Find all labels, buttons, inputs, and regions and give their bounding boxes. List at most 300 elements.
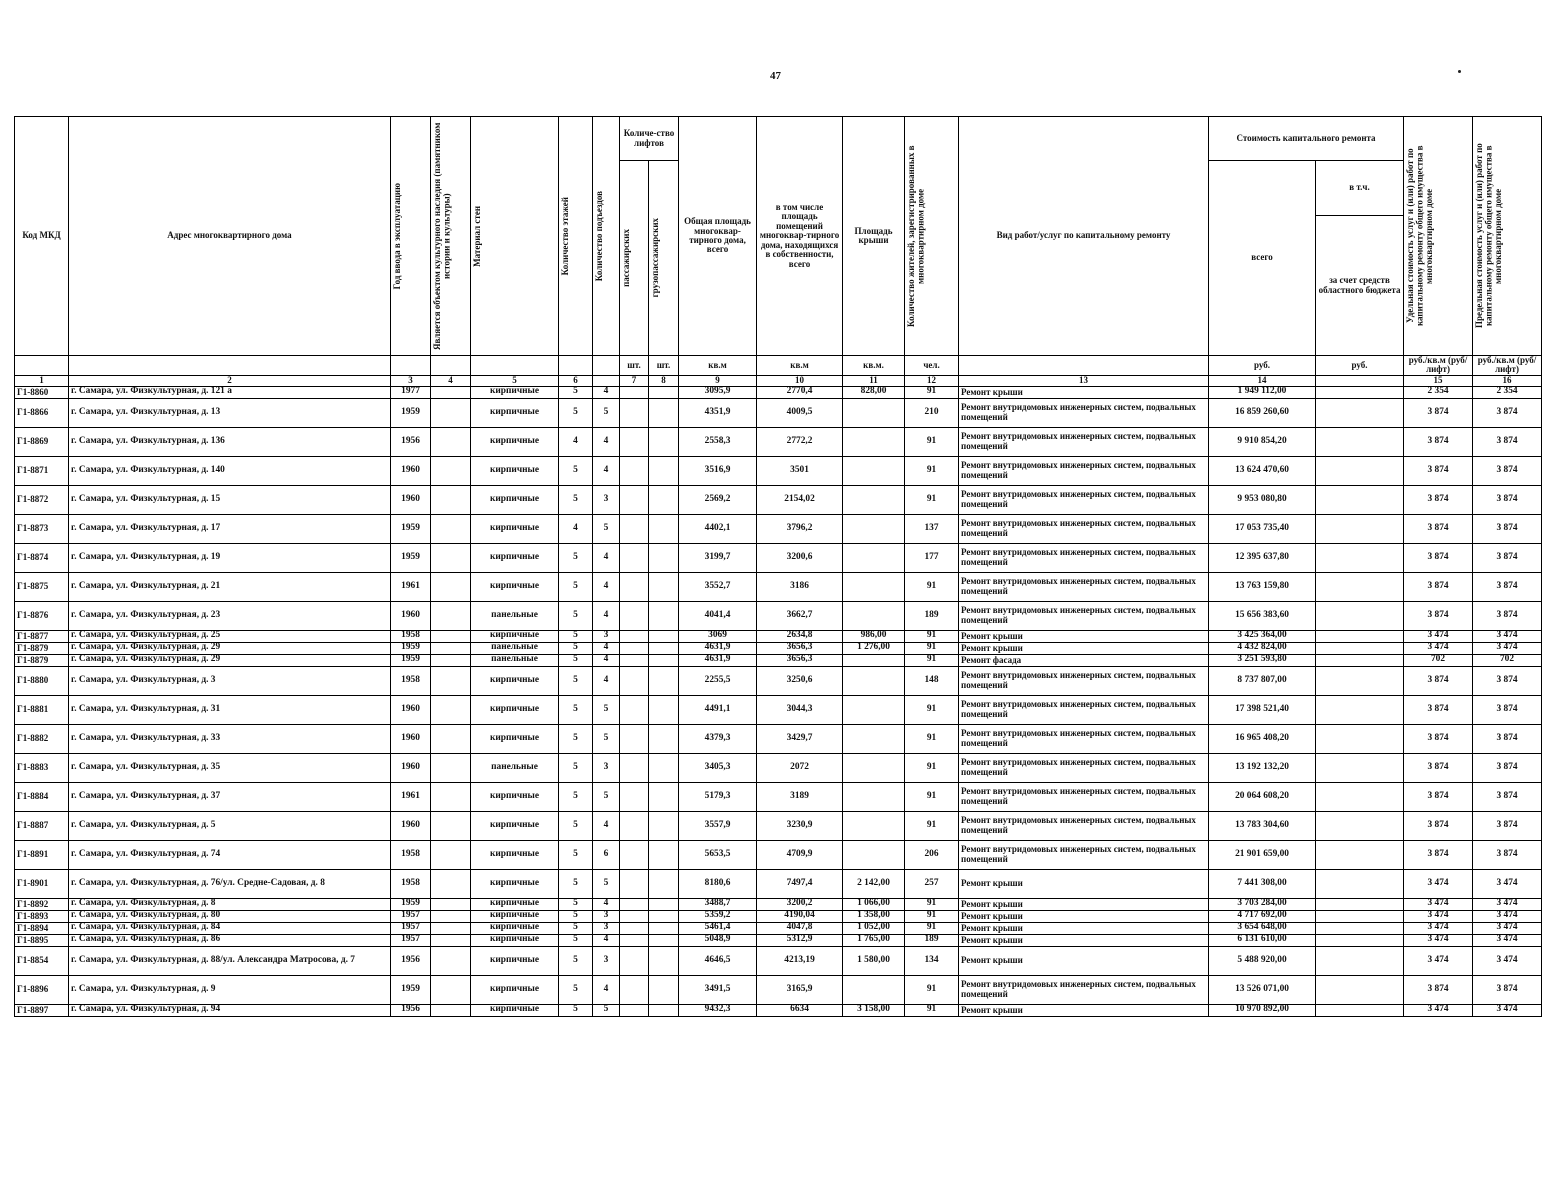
cell-entrances: 4 [593,666,620,695]
cell-lifts-cargo [649,386,679,398]
cell-max-cost: 3 474 [1473,910,1542,922]
cell-mkd-code: Г1-8876 [15,601,69,630]
cell-year: 1959 [391,543,431,572]
cell-lifts-cargo [649,724,679,753]
cell-residents: 91 [905,782,959,811]
cell-residents: 210 [905,398,959,427]
cell-mkd-code: Г1-8874 [15,543,69,572]
cell-roof-area [843,975,905,1004]
cell-roof-area [843,753,905,782]
cell-cost-regional [1316,898,1404,910]
table-row [15,543,1542,572]
cell-floors: 5 [559,485,593,514]
cell-address: г. Самара, ул. Физкультурная, д. 33 [69,724,391,753]
cell-total-area: 2569,2 [679,485,757,514]
cell-entrances: 5 [593,1004,620,1016]
cell-entrances: 4 [593,456,620,485]
cell-owned-area: 3796,2 [757,514,843,543]
cell-wall-material: кирпичные [471,485,559,514]
cell-cost-regional [1316,514,1404,543]
cell-cost-regional [1316,543,1404,572]
cell-wall-material: кирпичные [471,398,559,427]
table-row [15,922,1542,934]
cell-floors: 5 [559,398,593,427]
cell-lifts-cargo [649,666,679,695]
cell-address: г. Самара, ул. Физкультурная, д. 5 [69,811,391,840]
cell-roof-area: 3 158,00 [843,1004,905,1016]
table-row [15,946,1542,975]
cell-work-type: Ремонт внутридомовых инженерных систем, подвальных помещений [959,695,1209,724]
column-number: 13 [959,375,1209,386]
unit-kvm-2: кв.м [757,356,843,376]
cell-residents: 91 [905,642,959,654]
cell-wall-material: кирпичные [471,782,559,811]
cell-cost-total: 7 441 308,00 [1209,869,1316,898]
cell-total-area: 3552,7 [679,572,757,601]
header-total-area: Общая площадь многоквар-тирного дома, всего [679,117,757,356]
cell-work-type: Ремонт крыши [959,386,1209,398]
cell-cost-total: 16 859 260,60 [1209,398,1316,427]
cell-max-cost: 3 874 [1473,695,1542,724]
cell-mkd-code: Г1-8894 [15,922,69,934]
cell-address: г. Самара, ул. Физкультурная, д. 25 [69,630,391,642]
table-row [15,898,1542,910]
column-number: 12 [905,375,959,386]
cell-floors: 5 [559,975,593,1004]
cell-year: 1958 [391,840,431,869]
cell-max-cost: 3 874 [1473,514,1542,543]
column-number: 2 [69,375,391,386]
cell-wall-material: кирпичные [471,695,559,724]
cell-cost-regional [1316,398,1404,427]
cell-max-cost: 3 874 [1473,782,1542,811]
cell-mkd-code: Г1-8882 [15,724,69,753]
column-number: 4 [431,375,471,386]
cell-work-type: Ремонт внутридомовых инженерных систем, подвальных помещений [959,753,1209,782]
cell-unit-cost: 3 474 [1404,910,1473,922]
cell-heritage [431,840,471,869]
cell-address: г. Самара, ул. Физкультурная, д. 21 [69,572,391,601]
cell-lifts-passenger [620,840,649,869]
cell-year: 1959 [391,975,431,1004]
cell-lifts-cargo [649,840,679,869]
cell-owned-area: 3429,7 [757,724,843,753]
cell-cost-total: 5 488 920,00 [1209,946,1316,975]
cell-mkd-code: Г1-8872 [15,485,69,514]
cell-address: г. Самара, ул. Физкультурная, д. 23 [69,601,391,630]
cell-mkd-code: Г1-8892 [15,898,69,910]
cell-year: 1957 [391,910,431,922]
cell-lifts-passenger [620,398,649,427]
cell-year: 1960 [391,601,431,630]
cell-year: 1958 [391,630,431,642]
cell-floors: 5 [559,601,593,630]
cell-owned-area: 3200,6 [757,543,843,572]
cell-entrances: 5 [593,724,620,753]
cell-wall-material: кирпичные [471,666,559,695]
cell-max-cost: 3 874 [1473,811,1542,840]
cell-lifts-passenger [620,427,649,456]
cell-cost-total: 16 965 408,20 [1209,724,1316,753]
cell-cost-total: 1 949 112,00 [1209,386,1316,398]
cell-cost-regional [1316,601,1404,630]
cell-max-cost: 3 474 [1473,934,1542,946]
cell-residents: 91 [905,910,959,922]
cell-residents: 148 [905,666,959,695]
cell-year: 1977 [391,386,431,398]
cell-heritage [431,666,471,695]
cell-heritage [431,601,471,630]
cell-roof-area [843,654,905,666]
cell-entrances: 5 [593,782,620,811]
cell-cost-regional [1316,753,1404,782]
table-row [15,642,1542,654]
unit-rub-sqm-1: руб./кв.м (руб/лифт) [1404,356,1473,376]
cell-max-cost: 3 474 [1473,922,1542,934]
cell-roof-area [843,811,905,840]
column-number: 1 [15,375,69,386]
table-row [15,601,1542,630]
cell-max-cost: 3 874 [1473,543,1542,572]
cell-heritage [431,485,471,514]
column-number: 14 [1209,375,1316,386]
cell-entrances: 4 [593,427,620,456]
cell-mkd-code: Г1-8879 [15,642,69,654]
cell-total-area: 4491,1 [679,695,757,724]
cell-lifts-cargo [649,630,679,642]
cell-lifts-cargo [649,811,679,840]
cell-residents: 91 [905,724,959,753]
cell-lifts-passenger [620,1004,649,1016]
cell-entrances: 3 [593,630,620,642]
cell-roof-area [843,398,905,427]
cell-owned-area: 3200,2 [757,898,843,910]
cell-lifts-passenger [620,485,649,514]
cell-lifts-cargo [649,398,679,427]
header-roof-area: Площадь крыши [843,117,905,356]
header-owned-area: в том числе площадь помещений многоквар-тирного дома, находящихся в собственности, всего [757,117,843,356]
cell-heritage [431,898,471,910]
cell-address: г. Самара, ул. Физкультурная, д. 17 [69,514,391,543]
cell-lifts-cargo [649,946,679,975]
cell-total-area: 9432,3 [679,1004,757,1016]
cell-floors: 5 [559,811,593,840]
cell-max-cost: 3 474 [1473,898,1542,910]
cell-roof-area: 1 276,00 [843,642,905,654]
cell-lifts-passenger [620,456,649,485]
cell-work-type: Ремонт крыши [959,922,1209,934]
cell-floors: 5 [559,695,593,724]
cell-work-type: Ремонт внутридомовых инженерных систем, подвальных помещений [959,975,1209,1004]
cell-wall-material: кирпичные [471,975,559,1004]
table-row [15,782,1542,811]
cell-roof-area [843,695,905,724]
header-walls: Материал стен [472,205,482,267]
cell-owned-area: 7497,4 [757,869,843,898]
cell-lifts-cargo [649,543,679,572]
cell-wall-material: кирпичные [471,1004,559,1016]
cell-entrances: 6 [593,840,620,869]
cell-entrances: 4 [593,934,620,946]
cell-work-type: Ремонт крыши [959,630,1209,642]
table-row [15,724,1542,753]
cell-total-area: 4402,1 [679,514,757,543]
cell-max-cost: 3 474 [1473,946,1542,975]
cell-heritage [431,642,471,654]
table-row [15,666,1542,695]
cell-max-cost: 3 874 [1473,572,1542,601]
cell-year: 1958 [391,666,431,695]
cell-cost-regional [1316,975,1404,1004]
cell-cost-regional [1316,1004,1404,1016]
cell-mkd-code: Г1-8881 [15,695,69,724]
cell-lifts-passenger [620,898,649,910]
cell-cost-total: 3 654 648,00 [1209,922,1316,934]
unit-rub-2: руб. [1316,356,1404,376]
cell-max-cost: 3 474 [1473,630,1542,642]
cell-year: 1960 [391,811,431,840]
cell-mkd-code: Г1-8873 [15,514,69,543]
cell-floors: 5 [559,630,593,642]
cell-total-area: 4041,4 [679,601,757,630]
cell-year: 1961 [391,572,431,601]
column-numbers-row [15,375,1542,386]
cell-unit-cost: 3 474 [1404,1004,1473,1016]
cell-floors: 5 [559,572,593,601]
cell-owned-area: 2772,2 [757,427,843,456]
header-lifts-passenger: пассажирских [621,229,631,287]
cell-lifts-cargo [649,601,679,630]
cell-year: 1960 [391,485,431,514]
cell-total-area: 3199,7 [679,543,757,572]
cell-max-cost: 3 874 [1473,427,1542,456]
cell-address: г. Самара, ул. Физкультурная, д. 121 а [69,386,391,398]
cell-work-type: Ремонт внутридомовых инженерных систем, подвальных помещений [959,601,1209,630]
cell-lifts-passenger [620,642,649,654]
column-number: 7 [620,375,649,386]
column-number: 11 [843,375,905,386]
cell-lifts-cargo [649,485,679,514]
cell-lifts-cargo [649,934,679,946]
cell-lifts-cargo [649,898,679,910]
cell-roof-area [843,456,905,485]
cell-entrances: 4 [593,811,620,840]
cell-residents: 91 [905,572,959,601]
cell-work-type: Ремонт внутридомовых инженерных систем, подвальных помещений [959,485,1209,514]
unit-kvm-3: кв.м. [843,356,905,376]
cell-roof-area [843,724,905,753]
cell-year: 1958 [391,869,431,898]
cell-owned-area: 3656,3 [757,642,843,654]
column-number [1316,375,1404,386]
cell-heritage [431,654,471,666]
cell-year: 1957 [391,922,431,934]
cell-max-cost: 3 874 [1473,485,1542,514]
cell-entrances: 4 [593,642,620,654]
cell-cost-regional [1316,840,1404,869]
cell-year: 1956 [391,1004,431,1016]
cell-address: г. Самара, ул. Физкультурная, д. 35 [69,753,391,782]
table-row [15,934,1542,946]
cell-wall-material: кирпичные [471,630,559,642]
cell-owned-area: 3662,7 [757,601,843,630]
cell-total-area: 5461,4 [679,922,757,934]
cell-heritage [431,427,471,456]
cell-unit-cost: 3 874 [1404,975,1473,1004]
cell-lifts-passenger [620,922,649,934]
cell-heritage [431,946,471,975]
cell-lifts-passenger [620,601,649,630]
table-row [15,975,1542,1004]
cell-mkd-code: Г1-8866 [15,398,69,427]
cell-lifts-passenger [620,753,649,782]
cell-address: г. Самара, ул. Физкультурная, д. 74 [69,840,391,869]
column-number: 5 [471,375,559,386]
cell-max-cost: 3 474 [1473,642,1542,654]
cell-cost-total: 8 737 807,00 [1209,666,1316,695]
cell-year: 1957 [391,934,431,946]
cell-residents: 91 [905,630,959,642]
cell-entrances: 4 [593,572,620,601]
cell-address: г. Самара, ул. Физкультурная, д. 13 [69,398,391,427]
cell-address: г. Самара, ул. Физкультурная, д. 76/ул. Средне-Садовая, д. 8 [69,869,391,898]
cell-work-type: Ремонт внутридомовых инженерных систем, подвальных помещений [959,840,1209,869]
cell-cost-regional [1316,869,1404,898]
cell-cost-regional [1316,642,1404,654]
column-number: 16 [1473,375,1542,386]
cell-lifts-cargo [649,572,679,601]
cell-wall-material: кирпичные [471,543,559,572]
cell-residents: 189 [905,934,959,946]
cell-residents: 137 [905,514,959,543]
cell-cost-regional [1316,946,1404,975]
cell-unit-cost: 3 474 [1404,642,1473,654]
cell-entrances: 5 [593,869,620,898]
cell-cost-total: 9 910 854,20 [1209,427,1316,456]
cell-year: 1961 [391,782,431,811]
cell-wall-material: панельные [471,654,559,666]
cell-residents: 91 [905,811,959,840]
cell-entrances: 3 [593,922,620,934]
table-row [15,753,1542,782]
cell-work-type: Ремонт внутридомовых инженерных систем, подвальных помещений [959,782,1209,811]
cell-floors: 5 [559,840,593,869]
cell-lifts-passenger [620,543,649,572]
cell-unit-cost: 3 874 [1404,427,1473,456]
cell-cost-regional [1316,485,1404,514]
cell-unit-cost: 3 474 [1404,869,1473,898]
table-row [15,398,1542,427]
cell-work-type: Ремонт крыши [959,910,1209,922]
cell-heritage [431,922,471,934]
cell-roof-area [843,427,905,456]
unit-sht-2: шт. [649,356,679,376]
cell-lifts-passenger [620,782,649,811]
cell-owned-area: 4009,5 [757,398,843,427]
cell-heritage [431,934,471,946]
header-cost-total: всего [1209,161,1316,356]
cell-wall-material: кирпичные [471,514,559,543]
column-number: 9 [679,375,757,386]
cell-wall-material: кирпичные [471,869,559,898]
cell-owned-area: 3230,9 [757,811,843,840]
cell-lifts-passenger [620,975,649,1004]
cell-lifts-cargo [649,753,679,782]
cell-floors: 5 [559,922,593,934]
cell-owned-area: 3044,3 [757,695,843,724]
cell-address: г. Самара, ул. Физкультурная, д. 29 [69,654,391,666]
cell-total-area: 3405,3 [679,753,757,782]
cell-total-area: 5653,5 [679,840,757,869]
cell-wall-material: кирпичные [471,724,559,753]
cell-heritage [431,975,471,1004]
cell-lifts-passenger [620,934,649,946]
cell-floors: 5 [559,910,593,922]
cell-heritage [431,869,471,898]
cell-address: г. Самара, ул. Физкультурная, д. 15 [69,485,391,514]
cell-cost-regional [1316,427,1404,456]
cell-cost-total: 15 656 383,60 [1209,601,1316,630]
cell-cost-total: 3 251 593,80 [1209,654,1316,666]
header-unit-cost: Удельная стоимость услуг и (или) работ по капитальному ремонту общего имущества в многоквартирном доме [1405,145,1434,327]
cell-wall-material: панельные [471,601,559,630]
cell-roof-area: 1 765,00 [843,934,905,946]
cell-unit-cost: 3 874 [1404,724,1473,753]
table-row [15,811,1542,840]
cell-address: г. Самара, ул. Физкультурная, д. 94 [69,1004,391,1016]
cell-heritage [431,456,471,485]
cell-entrances: 4 [593,543,620,572]
cell-mkd-code: Г1-8860 [15,386,69,398]
cell-heritage [431,910,471,922]
cell-cost-total: 9 953 080,80 [1209,485,1316,514]
cell-floors: 4 [559,427,593,456]
cell-cost-regional [1316,456,1404,485]
cell-cost-total: 20 064 608,20 [1209,782,1316,811]
cell-roof-area: 828,00 [843,386,905,398]
cell-cost-regional [1316,934,1404,946]
cell-year: 1959 [391,514,431,543]
cell-lifts-cargo [649,782,679,811]
cell-mkd-code: Г1-8901 [15,869,69,898]
header-cost-incl: в т.ч. [1316,161,1404,216]
cell-wall-material: кирпичные [471,386,559,398]
column-number: 3 [391,375,431,386]
cell-cost-regional [1316,666,1404,695]
header-year: Год ввода в эксплуатацию [392,182,402,290]
cell-max-cost: 3 874 [1473,398,1542,427]
cell-work-type: Ремонт внутридомовых инженерных систем, подвальных помещений [959,724,1209,753]
cell-unit-cost: 3 874 [1404,514,1473,543]
table-row [15,869,1542,898]
cell-cost-total: 4 432 824,00 [1209,642,1316,654]
cell-floors: 4 [559,514,593,543]
cell-owned-area: 3501 [757,456,843,485]
cell-mkd-code: Г1-8896 [15,975,69,1004]
cell-owned-area: 2154,02 [757,485,843,514]
cell-entrances: 4 [593,898,620,910]
cell-cost-regional [1316,386,1404,398]
header-entrances: Количество подъездов [594,190,604,282]
cell-wall-material: кирпичные [471,898,559,910]
header-lifts: Количе-ство лифтов [620,117,679,161]
cell-heritage [431,811,471,840]
unit-sht-1: шт. [620,356,649,376]
cell-lifts-passenger [620,654,649,666]
column-number: 6 [559,375,593,386]
cell-lifts-passenger [620,695,649,724]
cell-cost-regional [1316,782,1404,811]
